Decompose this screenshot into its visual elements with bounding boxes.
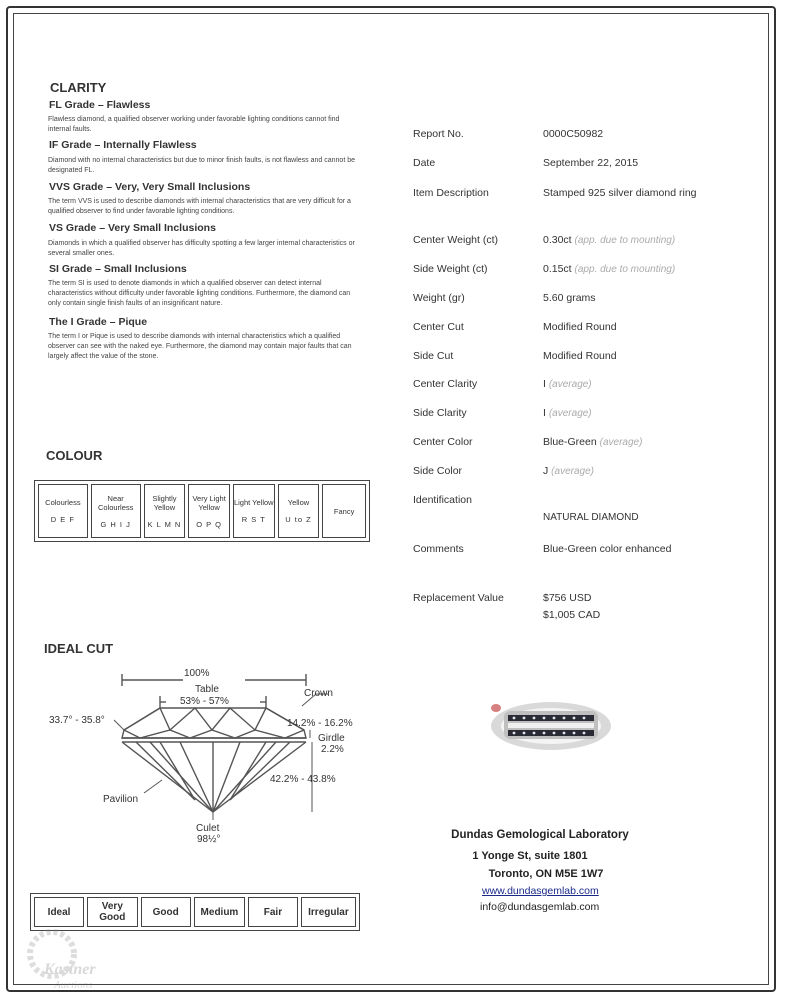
lab-address-line2: Toronto, ON M5E 1W7 — [488, 868, 604, 880]
clarity-grade-text: The term I or Pique is used to describe diamonds with internal characteristics which a qualified observer can see with the naked eye. Furthermore, the diamond may contain major faults that can largely affect the value of the stone. — [48, 333, 352, 360]
report-value: NATURAL DIAMOND — [543, 512, 639, 523]
lab-name: Dundas Gemological Laboratory — [451, 829, 629, 841]
colour-cell: Yellow U to Z — [278, 484, 320, 538]
colour-cell: Near Colourless G H I J — [91, 484, 141, 538]
clarity-grade-text: Flawless diamond, a qualified observer working under favorable lighting conditions cannot find internal faults. — [48, 116, 340, 133]
clarity-grade-text: The term VVS is used to describe diamonds with internal characteristics that are very difficult for a qualified observer to find under favorable lighting conditions. — [48, 198, 351, 215]
crown-height-label: 14.2% - 16.2% — [287, 718, 353, 729]
report-label: Date — [413, 157, 436, 169]
pavilion-depth-label: 42.2% - 43.8% — [270, 774, 336, 785]
report-value: Blue-Green (average) — [543, 436, 643, 448]
colour-cell: Colourless D E F — [38, 484, 88, 538]
clarity-grade-text: The term SI is used to denote diamonds in which a qualified observer can detect internal characteristics without difficulty under favorable lighting conditions. Furthermore, the diamond can only contain single finish faults of an insignificant nature. — [48, 280, 351, 307]
report-value: Blue-Green color enhanced — [543, 543, 672, 555]
report-label: Side Cut — [413, 350, 454, 362]
culet-value-label: 98½° — [197, 834, 221, 845]
cut-grade-cell: Very Good — [87, 897, 137, 927]
pavilion-label: Pavilion — [103, 794, 139, 805]
report-value: I (average) — [543, 378, 592, 390]
report-label: Center Weight (ct) — [413, 234, 498, 246]
report-value: Modified Round — [543, 350, 617, 362]
culet-label: Culet — [196, 823, 220, 834]
report-label: Identification — [413, 494, 472, 506]
report-label: Center Color — [413, 436, 473, 448]
colour-cell: Fancy — [322, 484, 366, 538]
report-value-cad: $1,005 CAD — [543, 609, 601, 621]
girdle-label: Girdle — [318, 733, 345, 744]
clarity-grade-text: Diamonds in which a qualified observer has difficulty spotting a few larger internal characteristics or several smaller ones. — [48, 240, 355, 257]
report-value: September 22, 2015 — [543, 157, 639, 169]
crown-angle-label: 33.7° - 35.8° — [49, 715, 105, 726]
lab-email: info@dundasgemlab.com — [480, 901, 600, 913]
lab-website-link[interactable]: www.dundasgemlab.com — [482, 885, 599, 897]
report-label: Replacement Value — [413, 592, 504, 604]
report-label: Comments — [413, 543, 464, 555]
report-value: I (average) — [543, 407, 592, 419]
ideal-cut-title: IDEAL CUT — [44, 641, 114, 656]
table-range-label: 53% - 57% — [180, 696, 229, 707]
report-label: Report No. — [413, 128, 464, 140]
cut-grade-cell: Medium — [194, 897, 245, 927]
report-label: Center Clarity — [413, 378, 478, 390]
kastner-auctions-watermark — [14, 922, 114, 996]
clarity-grade-heading: IF Grade – Internally Flawless — [49, 139, 197, 151]
clarity-grade-heading: SI Grade – Small Inclusions — [49, 263, 187, 275]
report-value: 0000C50982 — [543, 128, 604, 140]
report-label: Center Cut — [413, 321, 464, 333]
report-value: Modified Round — [543, 321, 617, 333]
clarity-grade-heading: FL Grade – Flawless — [49, 99, 151, 111]
report-label: Item Description — [413, 187, 489, 199]
clarity-grade-heading: VVS Grade – Very, Very Small Inclusions — [49, 181, 251, 193]
clarity-grade-heading: VS Grade – Very Small Inclusions — [49, 222, 216, 234]
colour-cell: Slightly Yellow K L M N — [144, 484, 186, 538]
cut-grade-cell: Good — [141, 897, 191, 927]
colour-cell: Very Light Yellow O P Q — [188, 484, 230, 538]
colour-title: COLOUR — [46, 448, 103, 463]
cut-grade-cell: Ideal — [34, 897, 84, 927]
svg-text:Kastner: Kastner — [44, 961, 96, 978]
colour-cell: Light Yellow R S T — [233, 484, 275, 538]
girdle-value-label: 2.2% — [321, 744, 344, 755]
report-value: 5.60 grams — [543, 292, 596, 304]
report-value: 0.30ct (app. due to mounting) — [543, 234, 676, 246]
report-label: Side Weight (ct) — [413, 263, 488, 275]
report-value: Stamped 925 silver diamond ring — [543, 187, 697, 199]
clarity-grade-text: Diamond with no internal characteristics but due to minor finish faults, is not flawless and cannot be designated FL. — [48, 157, 355, 174]
report-label: Side Clarity — [413, 407, 467, 419]
colour-scale-table — [34, 480, 370, 542]
ring-photo — [476, 686, 626, 756]
clarity-grade-heading: The I Grade – Pique — [49, 316, 148, 328]
total-width-label: 100% — [184, 668, 210, 679]
svg-text:Auctions: Auctions — [54, 979, 93, 991]
report-value: 0.15ct (app. due to mounting) — [543, 263, 676, 275]
crown-label: Crown — [304, 688, 333, 699]
report-value: J (average) — [543, 465, 594, 477]
report-value: $756 USD — [543, 592, 592, 604]
clarity-title: CLARITY — [50, 80, 107, 95]
report-label: Weight (gr) — [413, 292, 465, 304]
cut-grade-cell: Irregular — [301, 897, 356, 927]
cut-grade-cell: Fair — [248, 897, 298, 927]
report-label: Side Color — [413, 465, 463, 477]
lab-address-line1: 1 Yonge St, suite 1801 — [472, 850, 588, 862]
table-label: Table — [195, 684, 219, 695]
